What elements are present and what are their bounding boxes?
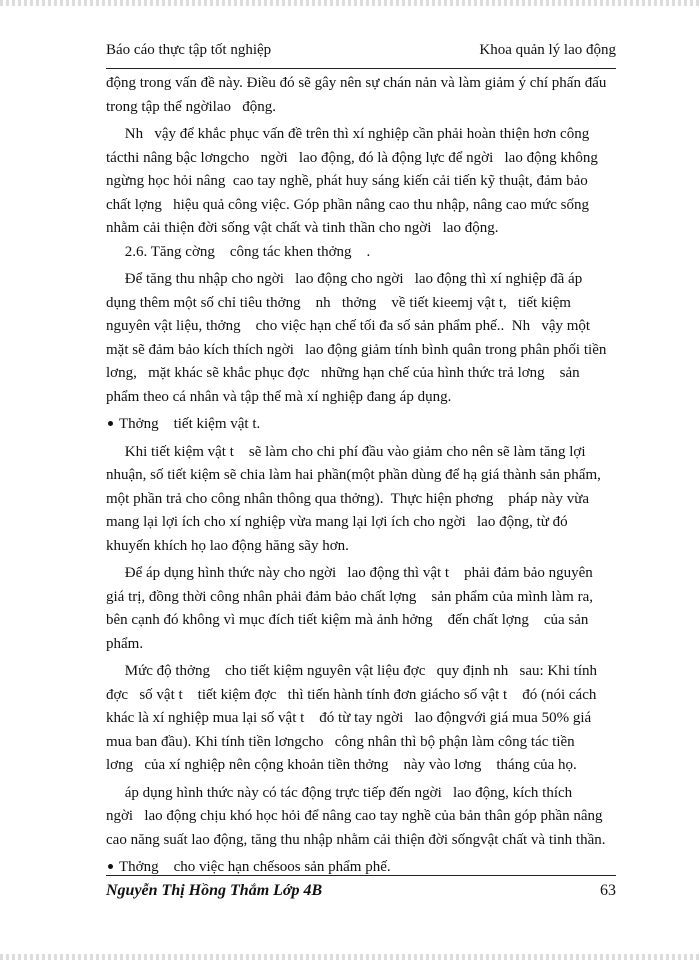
body-line: nhuận, số tiết kiệm sẽ chia làm hai phần(một phần dùng để hạ giá thành sản phẩm, <box>106 467 601 483</box>
page-number: 63 <box>600 882 616 899</box>
page-bottom-edge <box>0 954 700 960</box>
header-right-title: Khoa quản lý lao động <box>479 42 616 58</box>
body-line: phẩm theo cá nhân và tập thể mà xí nghiệp đang áp dụng. <box>106 388 452 405</box>
body-line: chất lợng hiệu quả công việc. Góp phần nâng cao thu nhập, nâng cao mức sống <box>106 196 590 213</box>
body-line: mua ban đầu). Khi tính tiền lơngcho công nhân thì bộ phận làm công tác tiền <box>106 733 575 750</box>
section-heading: 2.6. Tăng cờng công tác khen thởng . <box>106 243 371 260</box>
body-line: lơng của xí nghiệp nên cộng khoản tiền thởng này vào lơng tháng của họ. <box>106 757 577 773</box>
body-line: Để tăng thu nhập cho ngời lao động cho ngời lao động thì xí nghiệp đã áp <box>106 271 583 287</box>
body-line: giá trị, đồng thời công nhân phải đảm bảo chất lợng sản phẩm của mình làm ra, <box>106 588 593 605</box>
bullet-text: Thởng cho việc hạn chếsoos sản phẩm phế. <box>119 859 391 875</box>
body-line: Khi tiết kiệm vật t sẽ làm cho chi phí đầu vào giảm cho nên sẽ làm tăng lợi <box>106 443 586 460</box>
body-line: Mức độ thởng cho tiết kiệm nguyên vật liệu đợc quy định nh sau: Khi tính <box>106 663 598 679</box>
body-line: phẩm. <box>106 635 144 652</box>
bullet-icon <box>108 864 113 869</box>
page-top-edge <box>0 0 700 6</box>
body-line: nguyên vật liệu, thởng cho việc hạn chế tối đa số sản phẩm phế.. Nh vậy một <box>106 318 591 334</box>
body-line: khuyến khích họ lao động hăng sãy hơn. <box>106 537 349 554</box>
body-line: đợc số vật t tiết kiệm đợc thì tiến hành tính đơn giácho số vật t đó (nói cách <box>106 686 597 703</box>
footer-rule <box>106 875 616 876</box>
body-line: Để áp dụng hình thức này cho ngời lao động thì vật t phải đảm bảo nguyên <box>106 565 593 581</box>
body-line: tácthi nâng bậc lơngcho ngời lao động, đó là động lực để ngời lao động không <box>106 149 598 166</box>
body-line: lơng, mặt khác sẽ khắc phục đợc những hạn chế của hình thức trả lơng sản <box>106 365 580 381</box>
body-line: áp dụng hình thức này có tác động trực tiếp đến ngời lao động, kích thích <box>106 784 573 801</box>
body-line: nhằm cải thiện đời sống vật chất và tinh thần cho ngời lao động. <box>106 220 499 236</box>
body-line: dụng thêm một số chỉ tiêu thởng nh thởng về tiết kieemj vật t, tiết kiệm <box>106 294 571 311</box>
page-footer <box>106 882 616 910</box>
document-body <box>106 72 616 880</box>
body-line: ngừng học hỏi nâng cao tay nghề, phát huy sáng kiến cải tiến kỹ thuật, đảm bảo <box>106 173 588 189</box>
header-rule <box>106 68 616 69</box>
body-line: mặt sẽ đảm bảo kích thích ngời lao động giảm tính bình quân trong phân phối tiền <box>106 341 607 358</box>
bullet-item <box>106 413 616 437</box>
body-line: khác là xí nghiệp mua lại số vật t đó từ tay ngời lao độngvới giá mua 50% giá <box>106 710 592 726</box>
body-line: ngời lao động chịu khó học hỏi để nâng cao tay nghề của bản thân góp phần nâng <box>106 808 603 824</box>
body-line: Nh vậy để khắc phục vấn đề trên thì xí nghiệp cần phải hoàn thiện hơn công <box>106 126 590 142</box>
bullet-text: Thởng tiết kiệm vật t. <box>119 416 261 432</box>
page-header <box>106 42 616 70</box>
body-line: động trong vấn đề này. Điều đó sẽ gây nên sự chán nản và làm giảm ý chí phấn đấu <box>106 75 607 91</box>
body-line: mang lại lợi ích cho xí nghiệp vừa mang lại lợi ích cho ngời lao động, từ đó <box>106 514 568 530</box>
body-line: bên cạnh đó không vì mục đích tiết kiệm mà ảnh hởng đến chất lợng của sản <box>106 612 589 628</box>
bullet-icon <box>108 421 113 426</box>
body-line: cao năng suất lao động, tăng thu nhập nhằm cải thiện đời sốngvật chất và tinh thần. <box>106 831 606 848</box>
footer-author: Nguyễn Thị Hồng Thắm Lớp 4B <box>106 882 323 899</box>
body-line: một phần trả cho công nhân thông qua thởng). Thực hiện phơng pháp này vừa <box>106 490 589 507</box>
body-line: trong tập thể ngờilao động. <box>106 98 276 115</box>
header-left-title: Báo cáo thực tập tốt nghiệp <box>106 42 272 58</box>
